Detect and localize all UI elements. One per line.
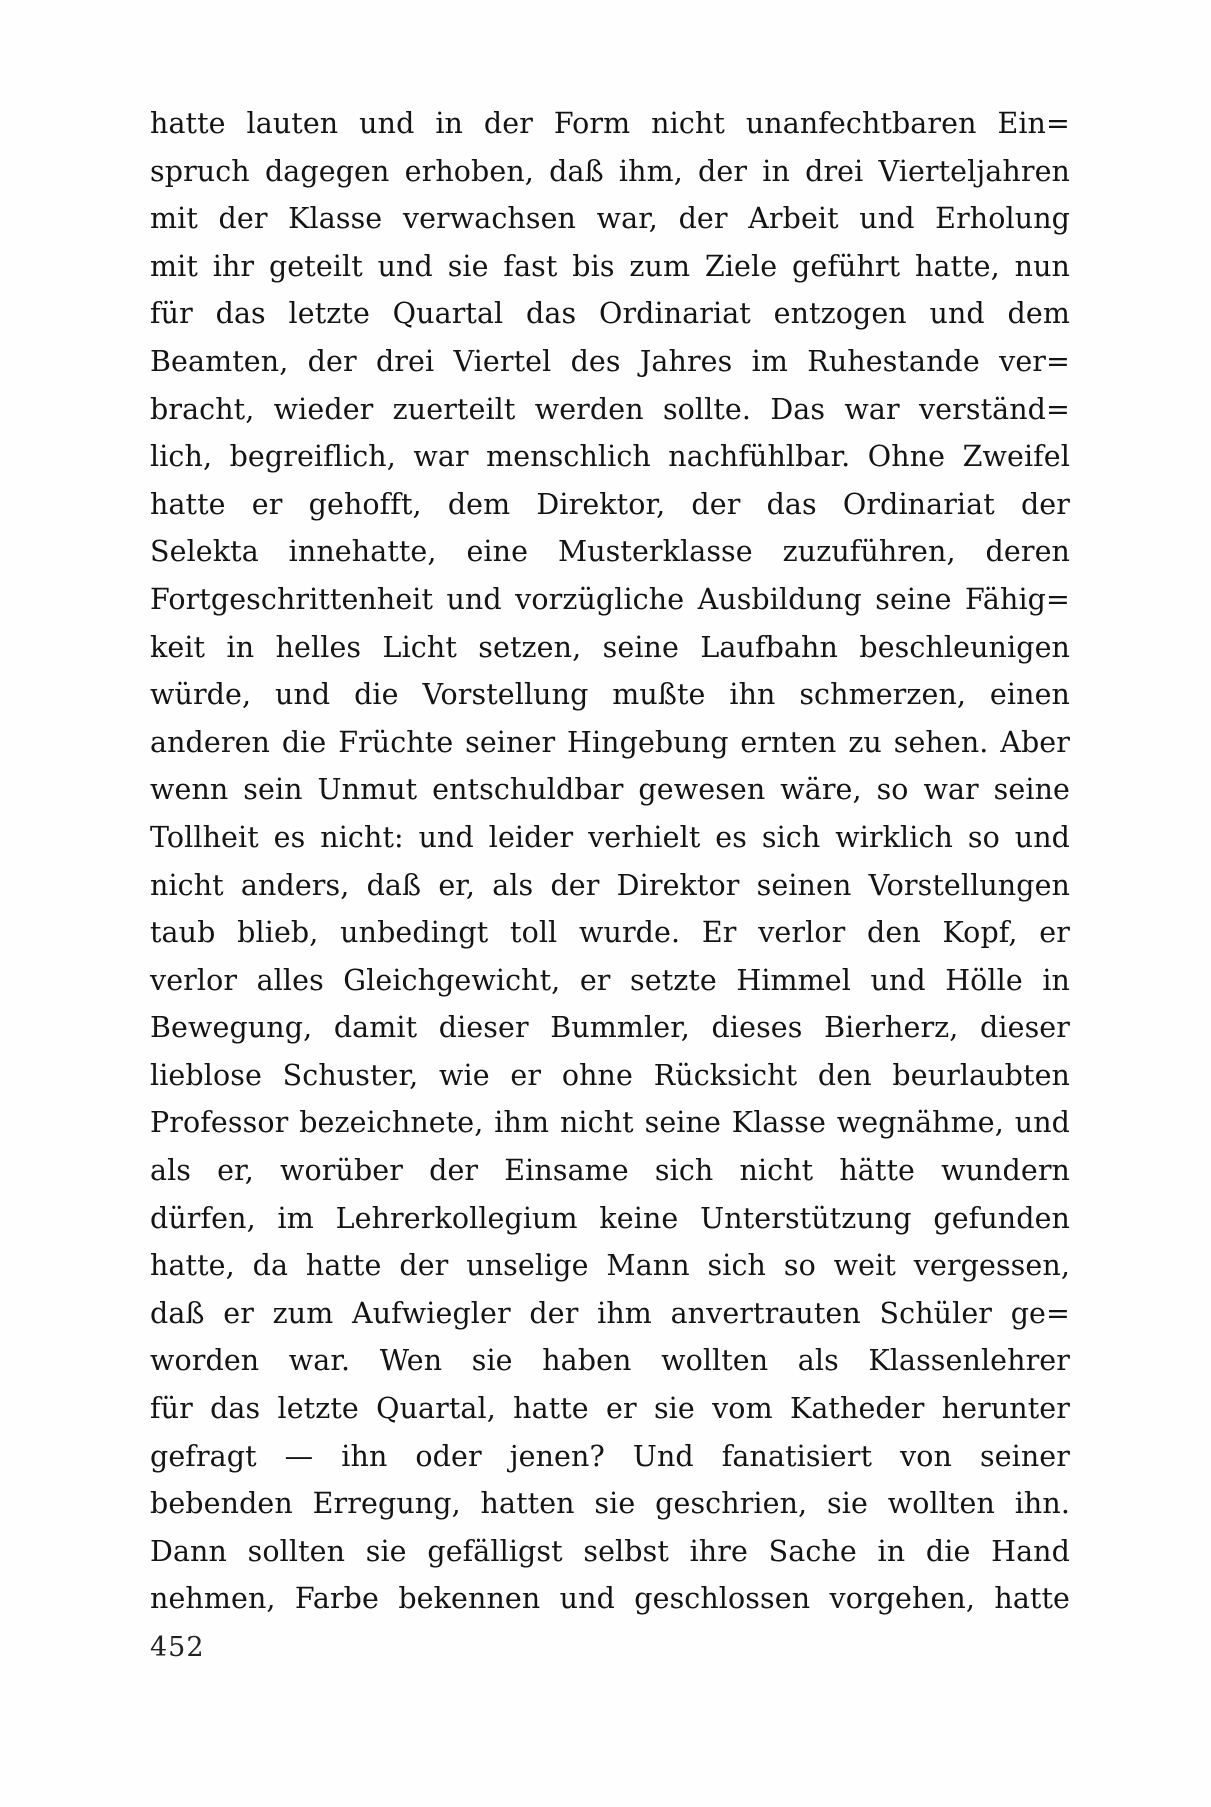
- text-line: Fortgeschrittenheit und vorzügliche Ausbildung seine Fähig=: [150, 582, 1070, 616]
- text-line: mit ihr geteilt und sie fast bis zum Ziele geführt hatte, nun: [150, 249, 1070, 283]
- text-line: lich, begreiflich, war menschlich nachfühlbar. Ohne Zweifel: [150, 440, 1070, 474]
- text-line: Professor bezeichnete, ihm nicht seine Klasse wegnähme, und: [150, 1106, 1070, 1140]
- text-line: gefragt — ihn oder jenen? Und fanatisiert von seiner: [150, 1439, 1070, 1473]
- text-line: bracht, wieder zuerteilt werden sollte. Das war verständ=: [150, 392, 1070, 426]
- text-line: Beamten, der drei Viertel des Jahres im Ruhestande ver=: [150, 344, 1070, 378]
- text-line: für das letzte Quartal, hatte er sie vom Katheder herunter: [150, 1392, 1070, 1426]
- body-text: [150, 100, 1070, 1623]
- text-line: als er, worüber der Einsame sich nicht hätte wundern: [150, 1154, 1070, 1188]
- text-line: hatte er gehofft, dem Direktor, der das Ordinariat der: [150, 487, 1070, 521]
- text-line: daß er zum Aufwiegler der ihm anvertrauten Schüler ge=: [150, 1296, 1070, 1330]
- text-line: hatte lauten und in der Form nicht unanfechtbaren Ein=: [150, 107, 1070, 140]
- text-line: anderen die Früchte seiner Hingebung ernten zu sehen. Aber: [150, 725, 1070, 759]
- text-line: dürfen, im Lehrerkollegium keine Unterstützung gefunden: [150, 1201, 1070, 1235]
- text-line: bebenden Erregung, hatten sie geschrien, sie wollten ihn.: [150, 1487, 1070, 1521]
- text-line: Dann sollten sie gefälligst selbst ihre Sache in die Hand: [150, 1534, 1070, 1568]
- text-line: wenn sein Unmut entschuldbar gewesen wäre, so war seine: [150, 773, 1070, 807]
- text-line: Tollheit es nicht: und leider verhielt es sich wirklich so und: [150, 820, 1070, 854]
- page-number: 452: [150, 1632, 205, 1663]
- text-line: worden war. Wen sie haben wollten als Klassenlehrer: [150, 1344, 1070, 1378]
- text-line: taub blieb, unbedingt toll wurde. Er verlor den Kopf, er: [150, 916, 1070, 950]
- text-line: Bewegung, damit dieser Bummler, dieses Bierherz, dieser: [150, 1011, 1070, 1045]
- text-line: für das letzte Quartal das Ordinariat entzogen und dem: [150, 297, 1070, 331]
- text-line: mit der Klasse verwachsen war, der Arbeit und Erholung: [150, 202, 1070, 236]
- text-line: Selekta innehatte, eine Musterklasse zuzuführen, deren: [150, 535, 1070, 569]
- text-line: würde, und die Vorstellung mußte ihn schmerzen, einen: [150, 678, 1070, 712]
- text-line: hatte, da hatte der unselige Mann sich so weit vergessen,: [150, 1249, 1070, 1283]
- text-line: nehmen, Farbe bekennen und geschlossen vorgehen, hatte: [150, 1582, 1070, 1616]
- text-line: nicht anders, daß er, als der Direktor seinen Vorstellungen: [150, 868, 1070, 902]
- text-line: keit in helles Licht setzen, seine Laufbahn beschleunigen: [150, 630, 1070, 664]
- text-line: verlor alles Gleichgewicht, er setzte Himmel und Hölle in: [150, 963, 1070, 997]
- text-line: spruch dagegen erhoben, daß ihm, der in drei Vierteljahren: [150, 154, 1070, 188]
- text-line: lieblose Schuster, wie er ohne Rücksicht den beurlaubten: [150, 1058, 1070, 1092]
